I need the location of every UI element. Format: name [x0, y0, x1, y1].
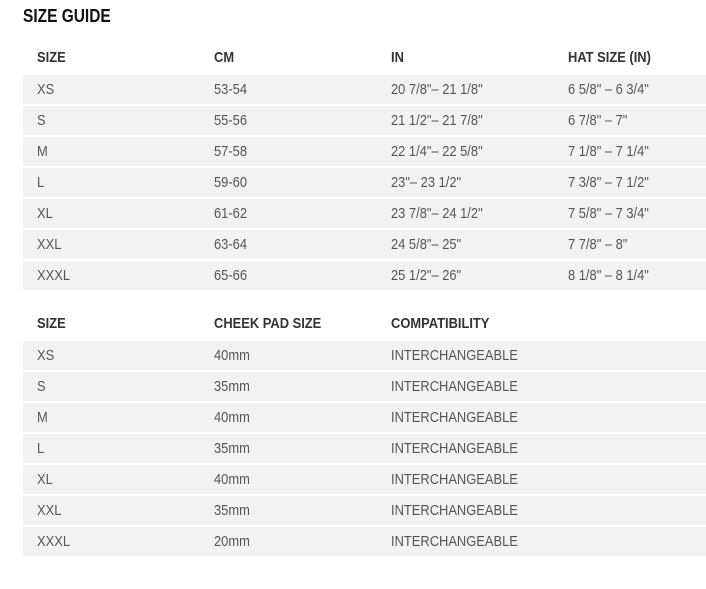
size-table-header-in: IN — [391, 49, 404, 66]
size-cell: S — [23, 105, 200, 136]
cheek-pad-size-cell: 40mm — [200, 464, 377, 495]
size-cell: XXL — [23, 229, 200, 260]
in-cell: 24 5/8"– 25" — [377, 229, 554, 260]
empty-cell — [554, 340, 706, 371]
cm-cell: 59-60 — [200, 167, 377, 198]
compatibility-cell: INTERCHANGEABLE — [377, 495, 554, 526]
size-table — [23, 42, 706, 290]
table-row — [23, 371, 706, 402]
size-table-header-hat-size: HAT SIZE (IN) — [568, 49, 651, 66]
table-row — [23, 433, 706, 464]
empty-cell — [554, 464, 706, 495]
cheek-pad-size-cell: 20mm — [200, 526, 377, 556]
compatibility-cell: INTERCHANGEABLE — [377, 464, 554, 495]
in-cell: 21 1/2"– 21 7/8" — [377, 105, 554, 136]
hat-size-cell: 8 1/8" – 8 1/4" — [554, 260, 706, 290]
empty-cell — [554, 495, 706, 526]
cm-cell: 57-58 — [200, 136, 377, 167]
size-cell: M — [23, 402, 200, 433]
size-cell: XL — [23, 198, 200, 229]
cheek-pad-size-cell: 40mm — [200, 402, 377, 433]
table-row — [23, 136, 706, 167]
compatibility-cell: INTERCHANGEABLE — [377, 526, 554, 556]
table-row — [23, 464, 706, 495]
table-row — [23, 402, 706, 433]
in-cell: 23 7/8"– 24 1/2" — [377, 198, 554, 229]
size-cell: XS — [23, 74, 200, 105]
cheek-pad-table-header-size: SIZE — [37, 315, 66, 332]
cm-cell: 65-66 — [200, 260, 377, 290]
hat-size-cell: 6 5/8" – 6 3/4" — [554, 74, 706, 105]
hat-size-cell: 7 7/8" – 8" — [554, 229, 706, 260]
size-table-header-size: SIZE — [37, 49, 66, 66]
size-cell: L — [23, 167, 200, 198]
compatibility-cell: INTERCHANGEABLE — [377, 433, 554, 464]
in-cell: 22 1/4"– 22 5/8" — [377, 136, 554, 167]
cheek-pad-size-cell: 40mm — [200, 340, 377, 371]
size-table-header-cm: CM — [214, 49, 235, 66]
size-cell: M — [23, 136, 200, 167]
table-row — [23, 74, 706, 105]
size-cell: L — [23, 433, 200, 464]
table-row — [23, 105, 706, 136]
size-cell: XS — [23, 340, 200, 371]
table-row — [23, 340, 706, 371]
in-cell: 20 7/8"– 21 1/8" — [377, 74, 554, 105]
cheek-pad-table-header-empty — [554, 308, 706, 340]
cheek-pad-table-header-row — [23, 308, 706, 340]
size-cell: XXL — [23, 495, 200, 526]
size-cell: XXXL — [23, 526, 200, 556]
empty-cell — [554, 371, 706, 402]
hat-size-cell: 7 5/8" – 7 3/4" — [554, 198, 706, 229]
table-row — [23, 526, 706, 556]
page-title: SIZE GUIDE — [23, 6, 111, 26]
cm-cell: 63-64 — [200, 229, 377, 260]
cm-cell: 61-62 — [200, 198, 377, 229]
cm-cell: 53-54 — [200, 74, 377, 105]
table-row — [23, 229, 706, 260]
empty-cell — [554, 402, 706, 433]
size-cell: S — [23, 371, 200, 402]
cheek-pad-size-cell: 35mm — [200, 433, 377, 464]
table-row — [23, 198, 706, 229]
size-cell: XXXL — [23, 260, 200, 290]
empty-cell — [554, 526, 706, 556]
table-row — [23, 495, 706, 526]
cheek-pad-table-header-compatibility: COMPATIBILITY — [391, 315, 490, 332]
compatibility-cell: INTERCHANGEABLE — [377, 402, 554, 433]
compatibility-cell: INTERCHANGEABLE — [377, 371, 554, 402]
compatibility-cell: INTERCHANGEABLE — [377, 340, 554, 371]
in-cell: 23"– 23 1/2" — [377, 167, 554, 198]
size-table-header-row — [23, 42, 706, 74]
empty-cell — [554, 433, 706, 464]
cm-cell: 55-56 — [200, 105, 377, 136]
cheek-pad-table-header-cheek-pad-size: CHEEK PAD SIZE — [214, 315, 322, 332]
size-cell: XL — [23, 464, 200, 495]
cheek-pad-size-cell: 35mm — [200, 495, 377, 526]
hat-size-cell: 7 1/8" – 7 1/4" — [554, 136, 706, 167]
table-row — [23, 167, 706, 198]
in-cell: 25 1/2"– 26" — [377, 260, 554, 290]
cheek-pad-size-cell: 35mm — [200, 371, 377, 402]
hat-size-cell: 7 3/8" – 7 1/2" — [554, 167, 706, 198]
cheek-pad-table — [23, 308, 706, 556]
table-row — [23, 260, 706, 290]
hat-size-cell: 6 7/8" – 7" — [554, 105, 706, 136]
